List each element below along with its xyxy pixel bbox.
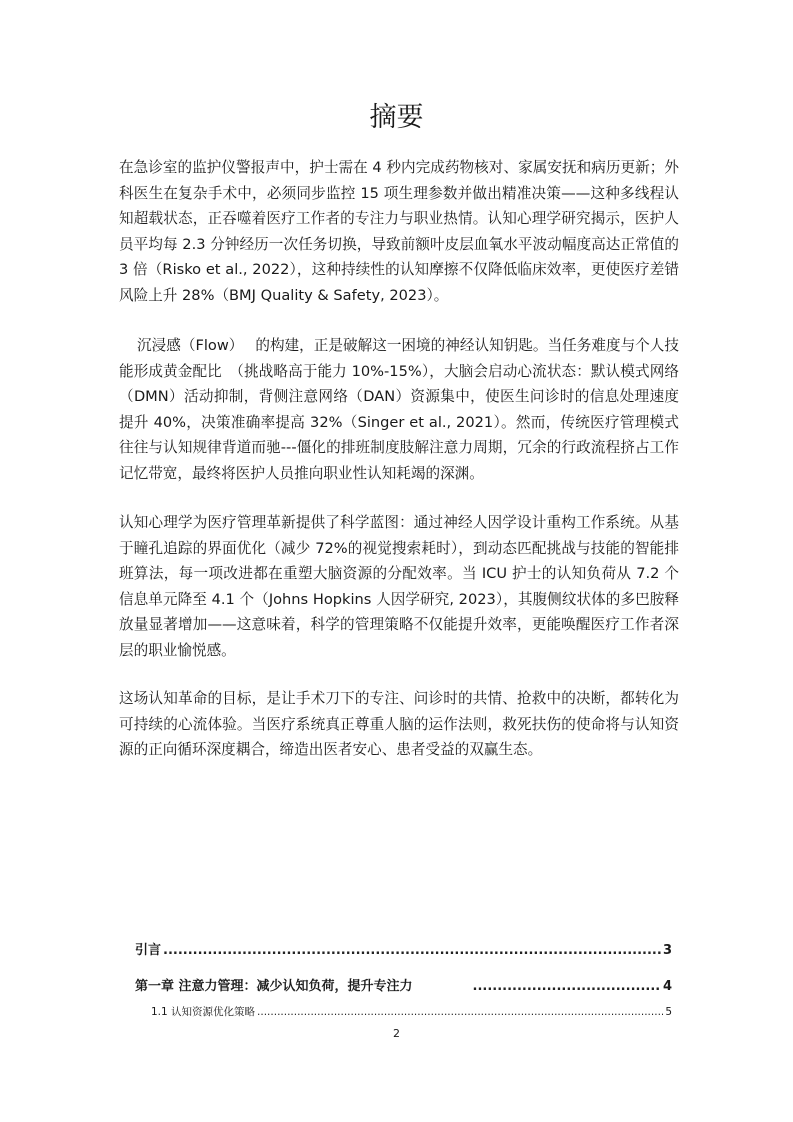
toc-entry-label: 引言 xyxy=(135,943,162,958)
toc-leader-dots xyxy=(257,1006,663,1018)
abstract-title: 摘要 xyxy=(369,102,424,133)
toc-leader-dots xyxy=(473,979,661,994)
toc-leader-dots xyxy=(163,943,661,958)
toc-entry-chapter-1[interactable] xyxy=(135,975,672,994)
abstract-paragraph-3: 认知心理学为医疗管理革新提供了科学蓝图：通过神经人因学设计重构工作系统。从基于瞳孔追踪的界面优化（减少 72%的视觉搜索耗时），到动态匹配挑战与技能的智能排班算法，每一项改进都在重塑大脑资源的分配效率。当 ICU 护士的认知负荷从 7.2 个信息单元降至 4.1 个（Johns Hopkins 人因学研究, 2023），其腹侧纹状体的多巴胺释放量显著增加——这意味着，科学的管理策略不仅能提升效率，更能唤醒医疗工作者深层的职业愉悦感。 xyxy=(119,514,679,659)
page-number: 2 xyxy=(393,1027,400,1040)
abstract-paragraph-2: 沉浸感（Flow） 的构建，正是破解这一困境的神经认知钥匙。当任务难度与个人技能形成黄金配比 （挑战略高于能力 10%-15%），大脑会启动心流状态：默认模式网络（DMN）活动抑制，背侧注意网络（DAN）资源集中，使医生问诊时的信息处理速度提升 40%，决策准确率提高 32%（Singer et al., 2021）。然而，传统医疗管理模式往往与认知规律背道而驰---僵化的排班制度肢解注意力周期，冗余的行政流程挤占工作记忆带宽，最终将医护人员推向职业性认知耗竭的深渊。 xyxy=(119,337,679,482)
toc-entry-page: 3 xyxy=(662,943,672,958)
abstract-paragraph-4: 这场认知革命的目标，是让手术刀下的专注、问诊时的共情、抢救中的决断，都转化为可持续的心流体验。当医疗系统真正尊重人脑的运作法则，救死扶伤的使命将与认知资源的正向循环深度耦合，缔造出医者安心、患者受益的双赢生态。 xyxy=(119,690,679,759)
toc-entry-page: 5 xyxy=(665,1006,672,1018)
abstract-paragraph-1: 在急诊室的监护仪警报声中，护士需在 4 秒内完成药物核对、家属安抚和病历更新；外科医生在复杂手术中，必须同步监控 15 项生理参数并做出精准决策——这种多线程认知超载状态，正吞噬着医疗工作者的专注力与职业热情。认知心理学研究揭示，医护人员平均每 2.3 分钟经历一次任务切换，导致前额叶皮层血氧水平波动幅度高达正常值的 3 倍（Risko et al., 2022），这种持续性的认知摩擦不仅降低临床效率，更使医疗差错风险上升 28%（BMJ Quality & Safety, 2023）。 xyxy=(119,159,679,304)
toc-entry-section-1-1[interactable] xyxy=(151,1004,672,1019)
toc-entry-label: 1.1 认知资源优化策略 xyxy=(151,1006,256,1018)
toc-entry-introduction[interactable] xyxy=(135,939,672,958)
toc-entry-label: 第一章 注意力管理：减少认知负荷，提升专注力 xyxy=(135,979,413,994)
toc-entry-page: 4 xyxy=(662,979,672,994)
